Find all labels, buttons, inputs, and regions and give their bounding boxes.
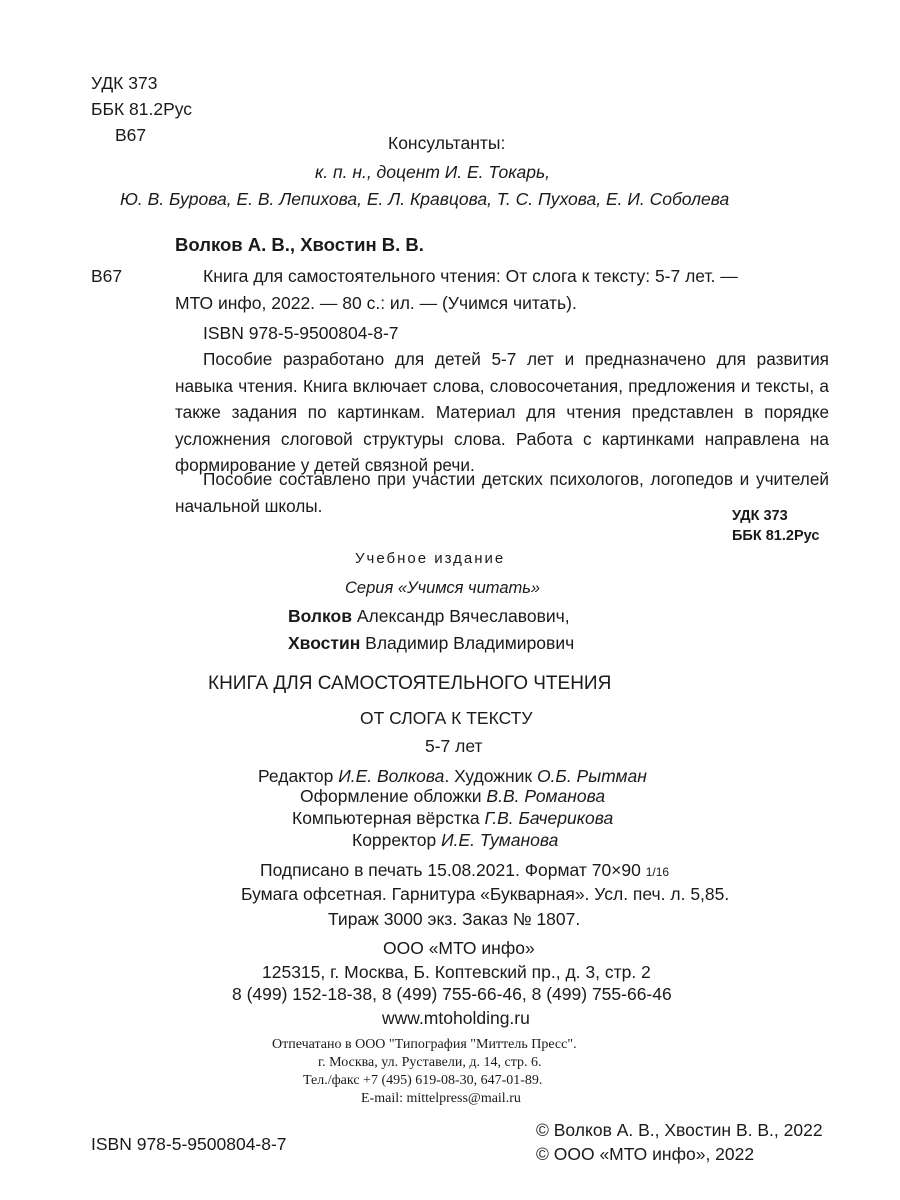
author-2: [288, 633, 574, 654]
udk-code-right: УДК 373: [732, 508, 788, 524]
consultants-line-2: Ю. В. Бурова, Е. В. Лепихова, Е. Л. Кравцова, Т. С. Пухова, Е. И. Соболева: [120, 189, 730, 209]
layout-name: Г.В. Бачерикова: [484, 808, 614, 828]
printer-line-4: E-mail: mittelpress@mail.ru: [361, 1091, 521, 1106]
format-fraction: 1/16: [645, 865, 670, 879]
cover-label: Оформление обложки: [300, 786, 487, 806]
footer-isbn: ISBN 978-5-9500804-8-7: [91, 1134, 287, 1154]
copyright-publisher: © ООО «МТО инфо», 2022: [536, 1144, 755, 1164]
publisher-site: www.mtoholding.ru: [382, 1008, 530, 1028]
credits-layout: [292, 808, 613, 829]
edition-type: Учебное издание: [355, 550, 506, 567]
publisher-name: ООО «МТО инфо»: [383, 938, 535, 958]
biblio-authors: Волков А. В., Хвостин В. В.: [175, 234, 424, 255]
printer-line-2: г. Москва, ул. Руставели, д. 14, стр. 6.: [318, 1055, 542, 1070]
author-mark: В67: [115, 125, 147, 145]
editor-name: И.Е. Волкова: [338, 766, 445, 786]
print-signed: [260, 860, 669, 881]
proofreader-label: Корректор: [352, 830, 442, 850]
bbk-code-right: ББК 81.2Рус: [732, 528, 820, 544]
author-1-surname: Волков: [288, 606, 352, 626]
cover-name: В.В. Романова: [486, 786, 606, 806]
book-title: КНИГА ДЛЯ САМОСТОЯТЕЛЬНОГО ЧТЕНИЯ: [208, 673, 612, 694]
author-1: [288, 606, 570, 627]
print-run: Тираж 3000 экз. Заказ № 1807.: [328, 909, 581, 929]
layout-label: Компьютерная вёрстка: [292, 808, 485, 828]
series-name: Серия «Учимся читать»: [345, 579, 541, 597]
copyright-authors: © Волков А. В., Хвостин В. В., 2022: [536, 1120, 823, 1140]
consultants-heading: Консультанты:: [388, 133, 506, 153]
biblio-title-line-2: МТО инфо, 2022. — 80 с.: ил. — (Учимся читать).: [175, 293, 577, 313]
publisher-phones: 8 (499) 152-18-38, 8 (499) 755-66-46, 8 (499) 755-66-46: [232, 984, 672, 1004]
author-2-surname: Хвостин: [288, 633, 361, 653]
age-range: 5-7 лет: [425, 736, 483, 756]
annotation-text-1: Пособие разработано для детей 5-7 лет и предназначено для развития навыка чтения. Книга включает слова, словосочетания, предложения и тексты, а также задания по картинкам. Материал для чтения представлен в порядке усложнения слоговой структуры слова. Работа с картинками направлена на формирование у детей связной речи.: [175, 349, 829, 475]
author-2-name: Владимир Владимирович: [360, 633, 575, 653]
printer-line-1: Отпечатано в ООО "Типография "Миттель Пресс".: [272, 1037, 577, 1052]
printer-line-3: Тел./факс +7 (495) 619-08-30, 647-01-89.: [303, 1073, 543, 1088]
proofreader-name: И.Е. Туманова: [441, 830, 559, 850]
biblio-mark: В67: [91, 266, 123, 286]
biblio-isbn: ISBN 978-5-9500804-8-7: [203, 323, 399, 343]
publisher-address: 125315, г. Москва, Б. Коптевский пр., д. 3, стр. 2: [262, 962, 651, 982]
artist-label: . Художник: [444, 766, 537, 786]
author-1-name: Александр Вячеславович,: [351, 606, 570, 626]
annotation-paragraph-2: [175, 466, 829, 519]
bbk-code: ББК 81.2Рус: [91, 99, 193, 119]
credits-proofreader: [352, 830, 558, 851]
credits-cover: [300, 786, 605, 807]
consultants-line-1: к. п. н., доцент И. Е. Токарь,: [315, 162, 551, 182]
print-paper: Бумага офсетная. Гарнитура «Букварная». Усл. печ. л. 5,85.: [241, 884, 730, 904]
annotation-paragraph-1: [175, 346, 829, 479]
artist-name: О.Б. Рытман: [536, 766, 647, 786]
annotation-text-2: Пособие составлено при участии детских психологов, логопедов и учителей начальной школы.: [175, 469, 829, 516]
book-subtitle: ОТ СЛОГА К ТЕКСТУ: [360, 708, 533, 728]
credits-editor-artist: [258, 766, 647, 787]
udk-code: УДК 373: [91, 73, 158, 93]
signed-text: Подписано в печать 15.08.2021. Формат 70×90: [260, 860, 646, 880]
editor-label: Редактор: [258, 766, 339, 786]
biblio-title-line-1: Книга для самостоятельного чтения: От слога к тексту: 5-7 лет. —: [203, 266, 738, 286]
